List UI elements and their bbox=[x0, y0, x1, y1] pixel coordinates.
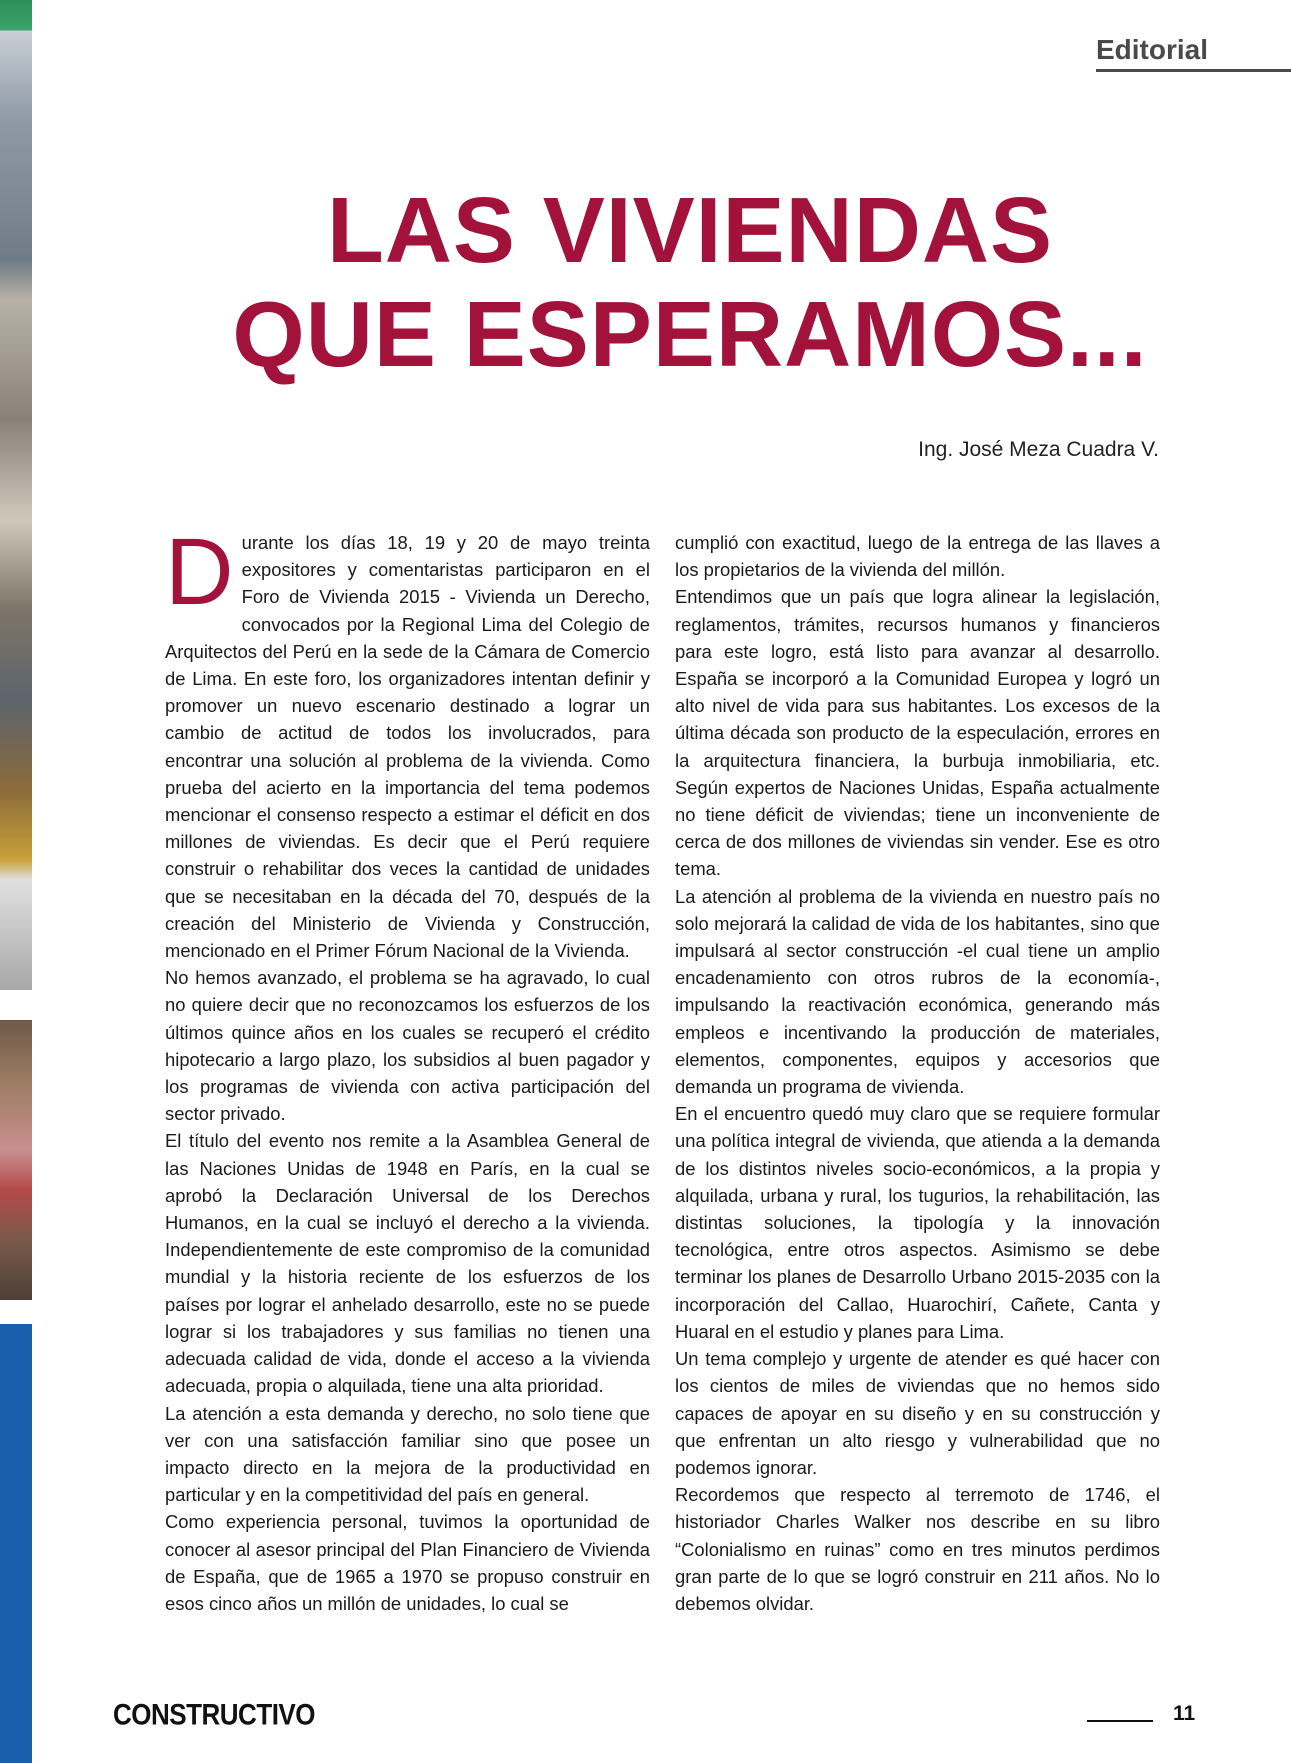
byline: Ing. José Meza Cuadra V. bbox=[918, 438, 1159, 461]
page-number: 11 bbox=[1173, 1702, 1196, 1725]
paragraph: El título del evento nos remite a la Asamblea General de las Naciones Unidas de 1948 en París, en la cual se aprobó la Declaración Universal de los Derechos Humanos, en la cual se incluyó el derecho a la vivienda. Independientemente de este compromiso de la comunidad mundial y la historia reciente de los esfuerzos de los países por lograr el anhelado desarrollo, este no se puede lograr si los trabajadores y sus familias no tienen una adecuada calidad de vida, donde el acceso a la vivienda adecuada, propia o alquilada, tiene una alta prioridad. bbox=[165, 1130, 650, 1397]
paragraph: En el encuentro quedó muy claro que se requiere formular una política integral de vivienda, que atienda a la demanda de los distintos niveles socio-económicos, a la propia y alquilada, urbana y rural, los tugurios, la rehabilitación, las distintas soluciones, la tipología y la innovación tecnológica, entre otros aspectos. Asimismo se debe terminar los planes de Desarrollo Urbano 2015-2035 con la incorporación del Callao, Huarochirí, Cañete, Canta y Huaral en el estudio y planes para Lima. bbox=[675, 1103, 1160, 1342]
blue-band bbox=[0, 1324, 32, 1763]
section-rule bbox=[1096, 69, 1291, 72]
paragraph: La atención a esta demanda y derecho, no solo tiene que ver con una satisfacción familiar sino que posee un impacto directo en la mejora de la productividad en particular y en la competitividad del país en general. bbox=[165, 1402, 650, 1506]
building-photo bbox=[0, 0, 32, 990]
photo-strip bbox=[0, 0, 32, 1763]
paragraph: cumplió con exactitud, luego de la entrega de las llaves a los propietarios de la vivienda del millón. bbox=[675, 532, 1160, 581]
paragraph: Como experiencia personal, tuvimos la oportunidad de conocer al asesor principal del Plan Financiero de Vivienda de España, que de 1965 a 1970 se propuso construir en esos cinco años un millón de unidades, lo cual se bbox=[165, 1511, 650, 1614]
footer-rule bbox=[1087, 1720, 1153, 1722]
left-column bbox=[165, 519, 650, 1617]
paragraph: Un tema complejo y urgente de atender es qué hacer con los cientos de miles de viviendas que no hemos sido capaces de apoyar en su diseño y en su construcción y que enfrentan un alto riesgo y vulnerabilidad que no podemos ignorar. bbox=[675, 1348, 1160, 1478]
title-line-2: QUE ESPERAMOS... bbox=[232, 282, 1148, 386]
article-title bbox=[190, 178, 1190, 386]
paragraph: La atención al problema de la vivienda en nuestro país no solo mejorará la calidad de vida de los habitantes, sino que impulsará al sector construcción -el cual tiene un amplio encadenamiento con otros rubros de la economía-, impulsando la reactivación económica, generando más empleos e incentivando la producción de materiales, elementos, componentes, equipos y accesorios que demanda un programa de vivienda. bbox=[675, 885, 1160, 1098]
paragraph: Durante los días 18, 19 y 20 de mayo treinta expositores y comentaristas participaron en el Foro de Vivienda 2015 - Vivienda un Derecho, convocados por la Regional Lima del Colegio de Arquitectos del Perú en la sede de la Cámara de Comercio de Lima. En este foro, los organizadores intentan definir y promover un nuevo escenario destinado a lograr un cambio de actitud de todos los involucrados, para encontrar una solución al problema de la vivienda. Como prueba del acierto en la importancia del tema podemos mencionar el consenso respecto a estimar el déficit en dos millones de viviendas. Es decir que el Perú requiere construir o rehabilitar dos veces la cantidad de unidades que se necesitaban en la década del 70, después de la creación del Ministerio de Vivienda y Construcción, mencionado en el Primer Fórum Nacional de la Vivienda. bbox=[165, 519, 650, 962]
drop-cap: D bbox=[165, 519, 234, 625]
paragraph: Entendimos que un país que logra alinear la legislación, reglamentos, trámites, recursos humanos y financieros para este logro, está listo para avanzar al desarrollo. España se incorporó a la Comunidad Europea y logró un alto nivel de vida para sus habitantes. Los excesos de la última década son producto de la especulación, errores en la arquitectura financiera, la burbuja inmobiliaria, etc. Según expertos de Naciones Unidas, España actualmente no tiene déficit de viviendas; tiene un inconveniente de cerca de dos millones de viviendas sin vender. Ese es otro tema. bbox=[675, 586, 1160, 880]
title-line-1: LAS VIVIENDAS bbox=[326, 178, 1054, 282]
paragraph: No hemos avanzado, el problema se ha agravado, lo cual no quiere decir que no reconozcamos los esfuerzos de los últimos quince años en los cuales se recuperó el crédito hipotecario a largo plazo, los subsidios al buen pagador y los programas de vivienda con activa participación del sector privado. bbox=[165, 967, 650, 1125]
magazine-logo: CONSTRUCTIVO bbox=[113, 1697, 315, 1732]
workers-photo bbox=[0, 1020, 32, 1300]
right-column bbox=[675, 529, 1160, 1617]
paragraph: Recordemos que respecto al terremoto de 1746, el historiador Charles Walker nos describe en su libro “Colonialismo en ruinas” como en tres minutos perdimos gran parte de lo que se logró construir en 211 años. No lo debemos olvidar. bbox=[675, 1484, 1160, 1614]
section-label: Editorial bbox=[1096, 34, 1209, 65]
